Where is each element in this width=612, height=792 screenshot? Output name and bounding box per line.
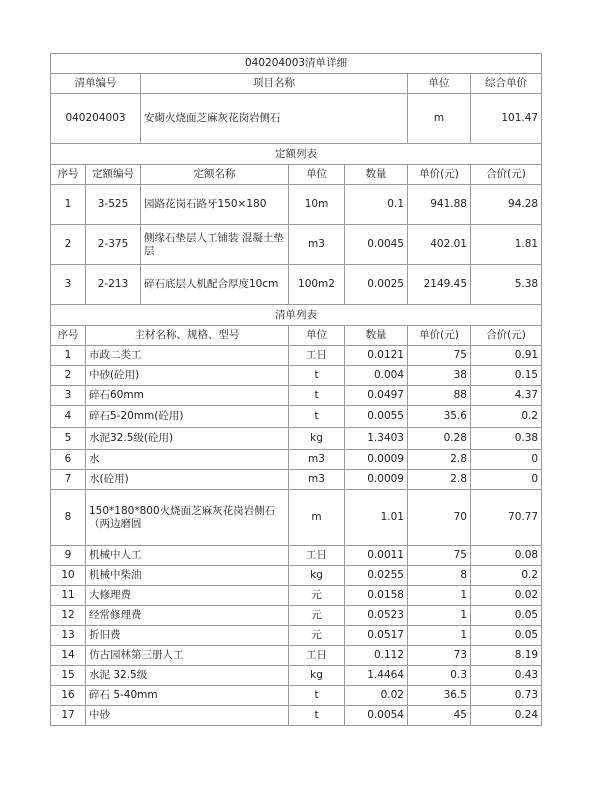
- summary-name: 安砌火烧面芝麻灰花岗岩侧石: [141, 94, 408, 144]
- material-qty: 1.4464: [345, 666, 408, 686]
- quota-section-row: [51, 144, 542, 165]
- material-qty: 0.112: [345, 646, 408, 666]
- material-name: 市政二类工: [86, 346, 289, 366]
- material-total: 0.24: [471, 706, 542, 726]
- material-total: 70.77: [471, 490, 542, 546]
- materials-section-title: 清单列表: [51, 305, 542, 326]
- material-unit: 元: [289, 606, 345, 626]
- material-price: 35.6: [408, 406, 471, 428]
- quota-name: 碎石底层人机配合厚度10cm: [141, 265, 289, 305]
- quota-name: 园路花岗石路牙150×180: [141, 185, 289, 225]
- material-price: 45: [408, 706, 471, 726]
- material-name: 碎石 5-40mm: [86, 686, 289, 706]
- material-row: [51, 470, 542, 490]
- material-price: 2.8: [408, 450, 471, 470]
- quota-qty: 0.0045: [345, 225, 408, 265]
- quota-qty: 0.1: [345, 185, 408, 225]
- material-qty: 0.0055: [345, 406, 408, 428]
- material-row: [51, 366, 542, 386]
- material-name: 150*180*800火烧面芝麻灰花岗岩侧石（两边磨圆: [86, 490, 289, 546]
- title-row: [51, 54, 542, 74]
- quota-row: [51, 185, 542, 225]
- material-total: 0.02: [471, 586, 542, 606]
- material-total: 4.37: [471, 386, 542, 406]
- material-qty: 0.0121: [345, 346, 408, 366]
- material-unit: kg: [289, 666, 345, 686]
- material-price: 1: [408, 626, 471, 646]
- material-no: 3: [51, 386, 86, 406]
- material-no: 11: [51, 586, 86, 606]
- material-no: 7: [51, 470, 86, 490]
- material-price: 73: [408, 646, 471, 666]
- quota-header-no: 序号: [51, 165, 86, 185]
- summary-code: 040204003: [51, 94, 141, 144]
- material-row: [51, 428, 542, 450]
- material-qty: 0.0054: [345, 706, 408, 726]
- materials-header-name: 主材名称、规格、型号: [86, 326, 289, 346]
- material-price: 38: [408, 366, 471, 386]
- material-price: 75: [408, 546, 471, 566]
- material-qty: 0.0255: [345, 566, 408, 586]
- material-row: [51, 626, 542, 646]
- material-price: 1: [408, 606, 471, 626]
- material-qty: 0.0009: [345, 450, 408, 470]
- quota-header-qty: 数量: [345, 165, 408, 185]
- materials-header-qty: 数量: [345, 326, 408, 346]
- quota-row: [51, 225, 542, 265]
- material-no: 12: [51, 606, 86, 626]
- material-row: [51, 606, 542, 626]
- material-unit: t: [289, 406, 345, 428]
- table-title: 040204003清单详细: [51, 54, 542, 74]
- material-row: [51, 706, 542, 726]
- material-no: 14: [51, 646, 86, 666]
- quota-row: [51, 265, 542, 305]
- material-price: 8: [408, 566, 471, 586]
- material-unit: m3: [289, 450, 345, 470]
- material-name: 水泥 32.5级: [86, 666, 289, 686]
- material-name: 机械中人工: [86, 546, 289, 566]
- summary-header-unit: 单位: [408, 74, 471, 94]
- material-name: 经常修理费: [86, 606, 289, 626]
- quota-header-total: 合价(元): [471, 165, 542, 185]
- material-row: [51, 586, 542, 606]
- material-total: 0.38: [471, 428, 542, 450]
- material-unit: 工日: [289, 546, 345, 566]
- material-no: 4: [51, 406, 86, 428]
- material-name: 碎石5-20mm(砼用): [86, 406, 289, 428]
- quota-header-code: 定额编号: [86, 165, 141, 185]
- material-no: 16: [51, 686, 86, 706]
- material-name: 水泥32.5级(砼用): [86, 428, 289, 450]
- summary-price: 101.47: [471, 94, 542, 144]
- quota-name: 侧缘石垫层人工铺装 混凝土垫层: [141, 225, 289, 265]
- materials-header-total: 合价(元): [471, 326, 542, 346]
- quota-no: 1: [51, 185, 86, 225]
- material-total: 0.73: [471, 686, 542, 706]
- material-no: 9: [51, 546, 86, 566]
- summary-header-row: [51, 74, 542, 94]
- materials-header-price: 单价(元): [408, 326, 471, 346]
- material-name: 水: [86, 450, 289, 470]
- summary-row: [51, 94, 542, 144]
- material-name: 中砂(砼用): [86, 366, 289, 386]
- material-price: 2.8: [408, 470, 471, 490]
- material-unit: 工日: [289, 646, 345, 666]
- material-row: [51, 566, 542, 586]
- material-row: [51, 406, 542, 428]
- material-no: 17: [51, 706, 86, 726]
- quota-header-unit: 单位: [289, 165, 345, 185]
- material-price: 0.3: [408, 666, 471, 686]
- material-no: 6: [51, 450, 86, 470]
- quota-unit: 100m2: [289, 265, 345, 305]
- quota-price: 402.01: [408, 225, 471, 265]
- quota-no: 2: [51, 225, 86, 265]
- material-qty: 0.0523: [345, 606, 408, 626]
- material-unit: 元: [289, 626, 345, 646]
- material-unit: kg: [289, 566, 345, 586]
- material-unit: kg: [289, 428, 345, 450]
- quota-no: 3: [51, 265, 86, 305]
- materials-section-row: [51, 305, 542, 326]
- material-unit: m3: [289, 470, 345, 490]
- bill-detail-table: [50, 53, 542, 726]
- material-qty: 0.0517: [345, 626, 408, 646]
- material-name: 机械中柴油: [86, 566, 289, 586]
- material-total: 8.19: [471, 646, 542, 666]
- material-total: 0.91: [471, 346, 542, 366]
- material-no: 10: [51, 566, 86, 586]
- materials-header-unit: 单位: [289, 326, 345, 346]
- material-no: 13: [51, 626, 86, 646]
- material-unit: 工日: [289, 346, 345, 366]
- material-no: 5: [51, 428, 86, 450]
- material-price: 1: [408, 586, 471, 606]
- material-no: 1: [51, 346, 86, 366]
- material-qty: 0.0009: [345, 470, 408, 490]
- materials-header-row: [51, 326, 542, 346]
- quota-price: 2149.45: [408, 265, 471, 305]
- material-total: 0.15: [471, 366, 542, 386]
- quota-total: 5.38: [471, 265, 542, 305]
- quota-unit: 10m: [289, 185, 345, 225]
- material-unit: t: [289, 366, 345, 386]
- material-qty: 1.3403: [345, 428, 408, 450]
- material-unit: t: [289, 686, 345, 706]
- materials-header-no: 序号: [51, 326, 86, 346]
- quota-header-name: 定额名称: [141, 165, 289, 185]
- material-no: 8: [51, 490, 86, 546]
- material-row: [51, 646, 542, 666]
- material-total: 0: [471, 450, 542, 470]
- material-qty: 0.0497: [345, 386, 408, 406]
- material-name: 仿古园林第三册人工: [86, 646, 289, 666]
- material-price: 70: [408, 490, 471, 546]
- quota-section-title: 定额列表: [51, 144, 542, 165]
- material-total: 0.05: [471, 606, 542, 626]
- quota-qty: 0.0025: [345, 265, 408, 305]
- material-row: [51, 686, 542, 706]
- material-unit: m: [289, 490, 345, 546]
- material-price: 75: [408, 346, 471, 366]
- material-total: 0.43: [471, 666, 542, 686]
- quota-total: 1.81: [471, 225, 542, 265]
- material-row: [51, 450, 542, 470]
- material-price: 0.28: [408, 428, 471, 450]
- material-row: [51, 386, 542, 406]
- material-name: 碎石60mm: [86, 386, 289, 406]
- quota-price: 941.88: [408, 185, 471, 225]
- material-row: [51, 546, 542, 566]
- material-qty: 0.0011: [345, 546, 408, 566]
- quota-unit: m3: [289, 225, 345, 265]
- summary-header-price: 综合单价: [471, 74, 542, 94]
- summary-unit: m: [408, 94, 471, 144]
- material-unit: 元: [289, 586, 345, 606]
- quota-total: 94.28: [471, 185, 542, 225]
- material-total: 0.2: [471, 566, 542, 586]
- material-name: 中砂: [86, 706, 289, 726]
- material-price: 88: [408, 386, 471, 406]
- material-total: 0.2: [471, 406, 542, 428]
- material-row: [51, 666, 542, 686]
- summary-header-name: 项目名称: [141, 74, 408, 94]
- material-qty: 0.02: [345, 686, 408, 706]
- material-name: 水(砼用): [86, 470, 289, 490]
- material-unit: t: [289, 706, 345, 726]
- material-name: 折旧费: [86, 626, 289, 646]
- material-price: 36.5: [408, 686, 471, 706]
- material-qty: 0.0158: [345, 586, 408, 606]
- material-no: 2: [51, 366, 86, 386]
- quota-header-price: 单价(元): [408, 165, 471, 185]
- material-total: 0.05: [471, 626, 542, 646]
- material-unit: t: [289, 386, 345, 406]
- summary-header-code: 清单编号: [51, 74, 141, 94]
- material-total: 0.08: [471, 546, 542, 566]
- material-row: [51, 346, 542, 366]
- material-name: 大修理费: [86, 586, 289, 606]
- material-qty: 0.004: [345, 366, 408, 386]
- quota-code: 3-525: [86, 185, 141, 225]
- quota-header-row: [51, 165, 542, 185]
- material-no: 15: [51, 666, 86, 686]
- quota-code: 2-375: [86, 225, 141, 265]
- material-row: [51, 490, 542, 546]
- material-qty: 1.01: [345, 490, 408, 546]
- material-total: 0: [471, 470, 542, 490]
- quota-code: 2-213: [86, 265, 141, 305]
